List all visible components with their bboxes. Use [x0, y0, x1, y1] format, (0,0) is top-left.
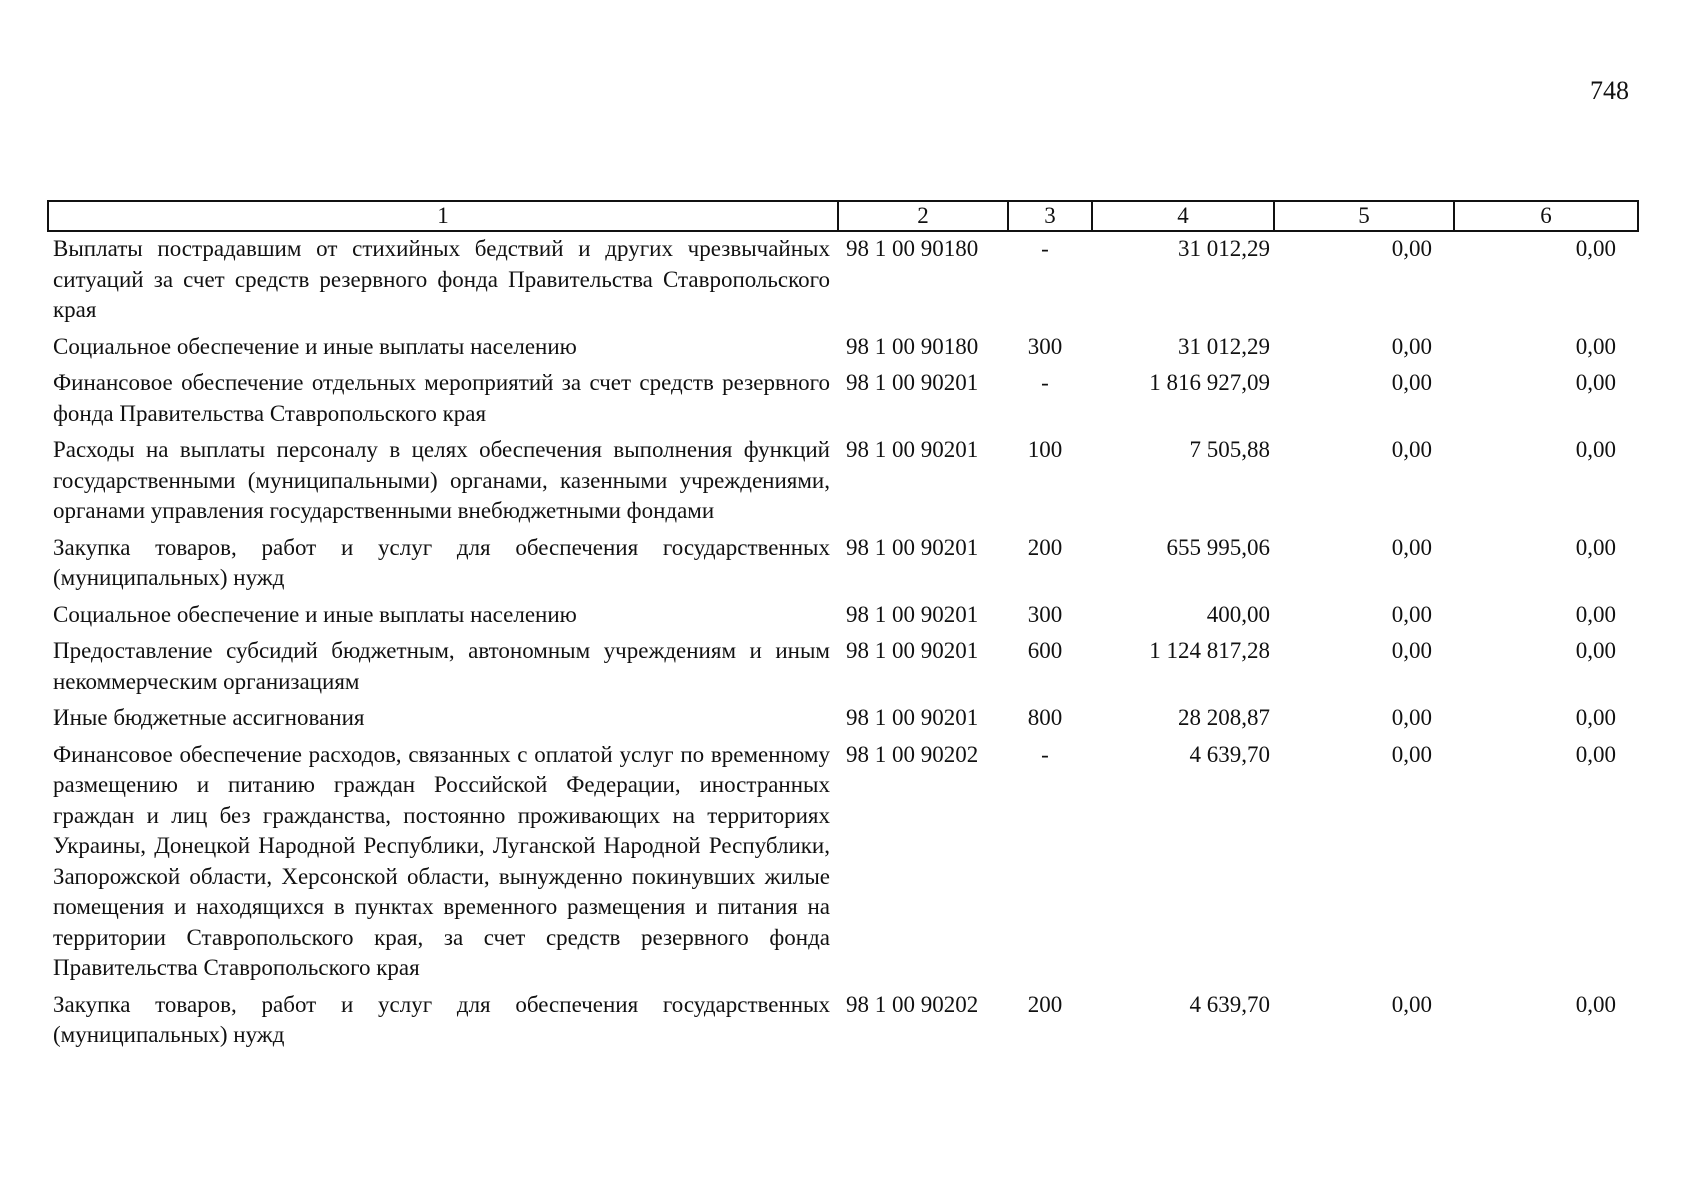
table-row [48, 231, 1638, 330]
row-value-4: 400,00 [1206, 601, 1270, 627]
row-type: - [1041, 370, 1049, 395]
row-value-6: 0,00 [1575, 534, 1616, 560]
row-name: Социальное обеспечение и иные выплаты населению [53, 601, 577, 627]
table-row [48, 738, 1638, 988]
column-header-5: 5 [1274, 201, 1454, 231]
row-value-4: 31 012,29 [1178, 333, 1270, 359]
row-value-6: 0,00 [1575, 437, 1616, 462]
row-value-6: 0,00 [1575, 638, 1616, 663]
row-code: 98 1 00 90201 [846, 370, 979, 395]
header-row [48, 201, 1638, 231]
row-value-6: 0,00 [1575, 741, 1616, 767]
table-row [48, 701, 1638, 738]
table-row [48, 988, 1638, 1055]
row-code: 98 1 00 90201 [846, 638, 979, 663]
table-row [48, 634, 1638, 701]
row-value-4: 31 012,29 [1178, 236, 1270, 261]
row-value-5: 0,00 [1391, 437, 1432, 462]
row-code: 98 1 00 90201 [846, 705, 979, 730]
row-value-5: 0,00 [1391, 705, 1432, 730]
row-value-4: 28 208,87 [1178, 705, 1270, 730]
row-value-6: 0,00 [1575, 991, 1616, 1017]
row-code: 98 1 00 90201 [846, 534, 979, 560]
row-code: 98 1 00 90201 [846, 437, 979, 462]
row-value-4: 4 639,70 [1189, 741, 1270, 767]
row-type: 800 [1027, 705, 1063, 730]
table-row [48, 531, 1638, 598]
row-name: Социальное обеспечение и иные выплаты населению [53, 333, 577, 359]
row-type: 300 [1027, 333, 1063, 359]
column-header-6: 6 [1454, 201, 1638, 231]
row-name: Закупка товаров, работ и услуг для обеспечения государственных (муниципальных) нужд [53, 991, 830, 1047]
row-code: 98 1 00 90202 [846, 991, 979, 1017]
column-header-3: 3 [1008, 201, 1092, 231]
row-value-5: 0,00 [1391, 741, 1432, 767]
row-value-4: 1 816 927,09 [1149, 370, 1270, 395]
row-code: 98 1 00 90201 [846, 601, 979, 627]
row-name: Финансовое обеспечение расходов, связанных с оплатой услуг по временному размещению и питанию граждан Российской Федерации, иностранных граждан и лиц без гражданства, постоянно проживающих на территориях Украины, Донецкой Народной Республики, Луганской Народной Республики, Запорожской области, Херсонской области, вынужденно покинувших жилые помещения и находящихся в пунктах временного размещения и питания на территории Ставропольского края, за счет средств резервного фонда Правительства Ставропольского края [53, 741, 830, 980]
row-name: Финансовое обеспечение отдельных мероприятий за счет средств резервного фонда Правительства Ставропольского края [53, 370, 830, 426]
page-number: 748 [1590, 76, 1629, 105]
row-name: Выплаты пострадавшим от стихийных бедствий и других чрезвычайных ситуаций за счет средств резервного фонда Правительства Ставропольского края [53, 236, 830, 322]
row-value-5: 0,00 [1391, 638, 1432, 663]
row-type: - [1041, 741, 1049, 767]
row-value-5: 0,00 [1391, 333, 1432, 359]
row-name: Расходы на выплаты персоналу в целях обеспечения выполнения функций государственными (муниципальными) органами, казенными учреждениями, органами управления государственными внебюджетными фондами [53, 437, 830, 523]
table-row [48, 366, 1638, 433]
column-header-2: 2 [838, 201, 1008, 231]
row-value-5: 0,00 [1391, 991, 1432, 1017]
row-name: Закупка товаров, работ и услуг для обеспечения государственных (муниципальных) нужд [53, 534, 830, 590]
row-type: 100 [1027, 437, 1063, 462]
row-name: Иные бюджетные ассигнования [53, 705, 365, 730]
column-header-1: 1 [48, 201, 838, 231]
row-value-6: 0,00 [1575, 370, 1616, 395]
table-row [48, 598, 1638, 635]
row-value-5: 0,00 [1391, 236, 1432, 261]
row-value-4: 655 995,06 [1166, 534, 1270, 560]
row-type: 200 [1027, 991, 1063, 1017]
row-value-4: 1 124 817,28 [1149, 638, 1270, 663]
row-code: 98 1 00 90180 [846, 333, 979, 359]
row-code: 98 1 00 90180 [846, 236, 979, 261]
row-value-6: 0,00 [1575, 601, 1616, 627]
row-value-4: 4 639,70 [1189, 991, 1270, 1017]
row-value-5: 0,00 [1391, 601, 1432, 627]
row-type: 300 [1027, 601, 1063, 627]
row-value-5: 0,00 [1391, 534, 1432, 560]
row-value-6: 0,00 [1575, 333, 1616, 359]
row-value-5: 0,00 [1391, 370, 1432, 395]
table-row [48, 330, 1638, 367]
row-value-4: 7 505,88 [1189, 437, 1270, 462]
table-row [48, 433, 1638, 531]
row-type: 600 [1027, 638, 1063, 663]
column-header-4: 4 [1092, 201, 1274, 231]
row-type: 200 [1027, 534, 1063, 560]
row-code: 98 1 00 90202 [846, 741, 979, 767]
row-value-6: 0,00 [1575, 236, 1616, 261]
row-type: - [1041, 236, 1049, 261]
row-value-6: 0,00 [1575, 705, 1616, 730]
row-name: Предоставление субсидий бюджетным, автономным учреждениям и иным некоммерческим организациям [53, 638, 830, 694]
budget-table [47, 200, 1639, 1055]
